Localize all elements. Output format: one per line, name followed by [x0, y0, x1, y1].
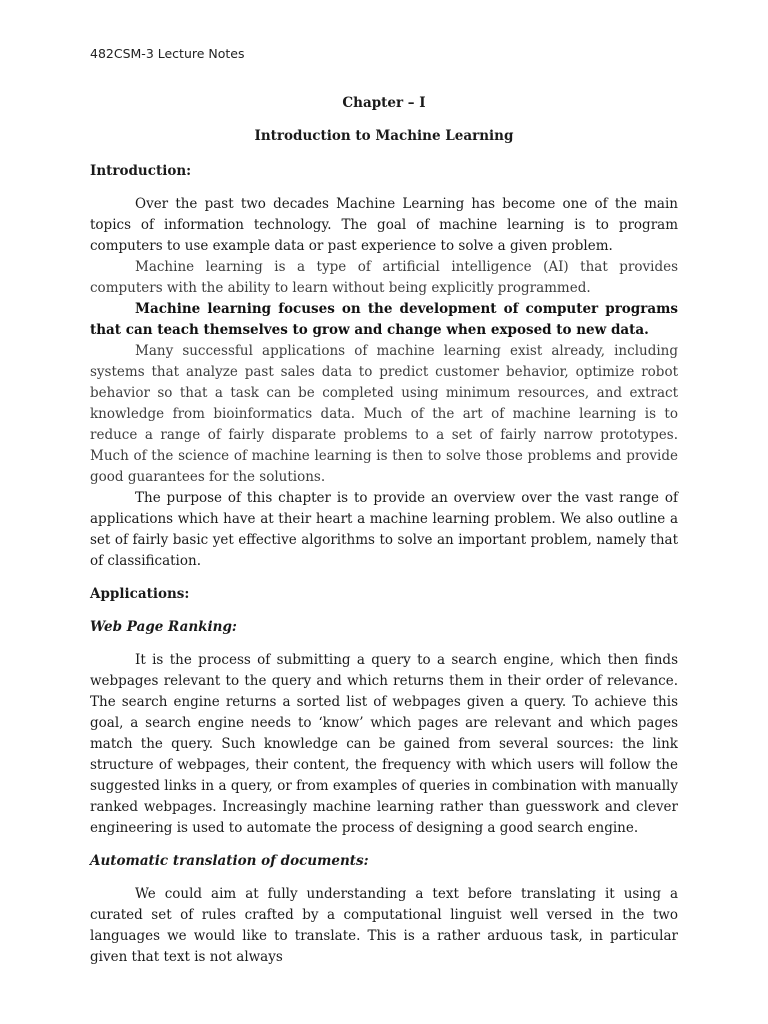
subsection-heading-automatic-translation: Automatic translation of documents:	[90, 853, 369, 869]
paragraph: Machine learning is a type of artificial intelligence (AI) that provides computers with the ability to learn without being explicitly programmed.	[90, 259, 678, 296]
section-heading-introduction: Introduction:	[90, 163, 192, 179]
subsection-heading-web-page-ranking: Web Page Ranking:	[90, 619, 237, 635]
paragraph-emphasis: Machine learning focuses on the development of computer programs that can teach themselves to grow and change when exposed to new data.	[90, 301, 678, 338]
section-heading-applications: Applications:	[90, 586, 190, 602]
chapter-label: Chapter – I	[342, 95, 426, 111]
chapter-title: Introduction to Machine Learning	[254, 128, 514, 144]
paragraph: The purpose of this chapter is to provide an overview over the vast range of applications which have at their heart a machine learning problem. We also outline a set of fairly basic yet effective algorithms to solve an important problem, namely that of classification.	[90, 490, 678, 569]
running-header: 482CSM-3 Lecture Notes	[90, 46, 245, 61]
document-body	[90, 161, 678, 968]
paragraph: Many successful applications of machine learning exist already, including systems that analyze past sales data to predict customer behavior, optimize robot behavior so that a task can be completed using minimum resources, and extract knowledge from bioinformatics data. Much of the art of machine learning is to reduce a range of fairly disparate problems to a set of fairly narrow prototypes. Much of the science of machine learning is then to solve those problems and provide good guarantees for the solutions.	[90, 343, 678, 485]
chapter-title-block	[90, 93, 678, 146]
paragraph: We could aim at fully understanding a text before translating it using a curated set of rules crafted by a computational linguist well versed in the two languages we would like to translate. This is a rather arduous task, in particular given that text is not always	[90, 886, 678, 965]
paragraph: Over the past two decades Machine Learning has become one of the main topics of information technology. The goal of machine learning is to program computers to use example data or past experience to solve a given problem.	[90, 196, 678, 254]
paragraph: It is the process of submitting a query to a search engine, which then finds webpages relevant to the query and which returns them in their order of relevance. The search engine returns a sorted list of webpages given a query. To achieve this goal, a search engine needs to ‘know’ which pages are relevant and which pages match the query. Such knowledge can be gained from several sources: the link structure of webpages, their content, the frequency with which users will follow the suggested links in a query, or from examples of queries in combination with manually ranked webpages. Increasingly machine learning rather than guesswork and clever engineering is used to automate the process of designing a good search engine.	[90, 652, 678, 836]
